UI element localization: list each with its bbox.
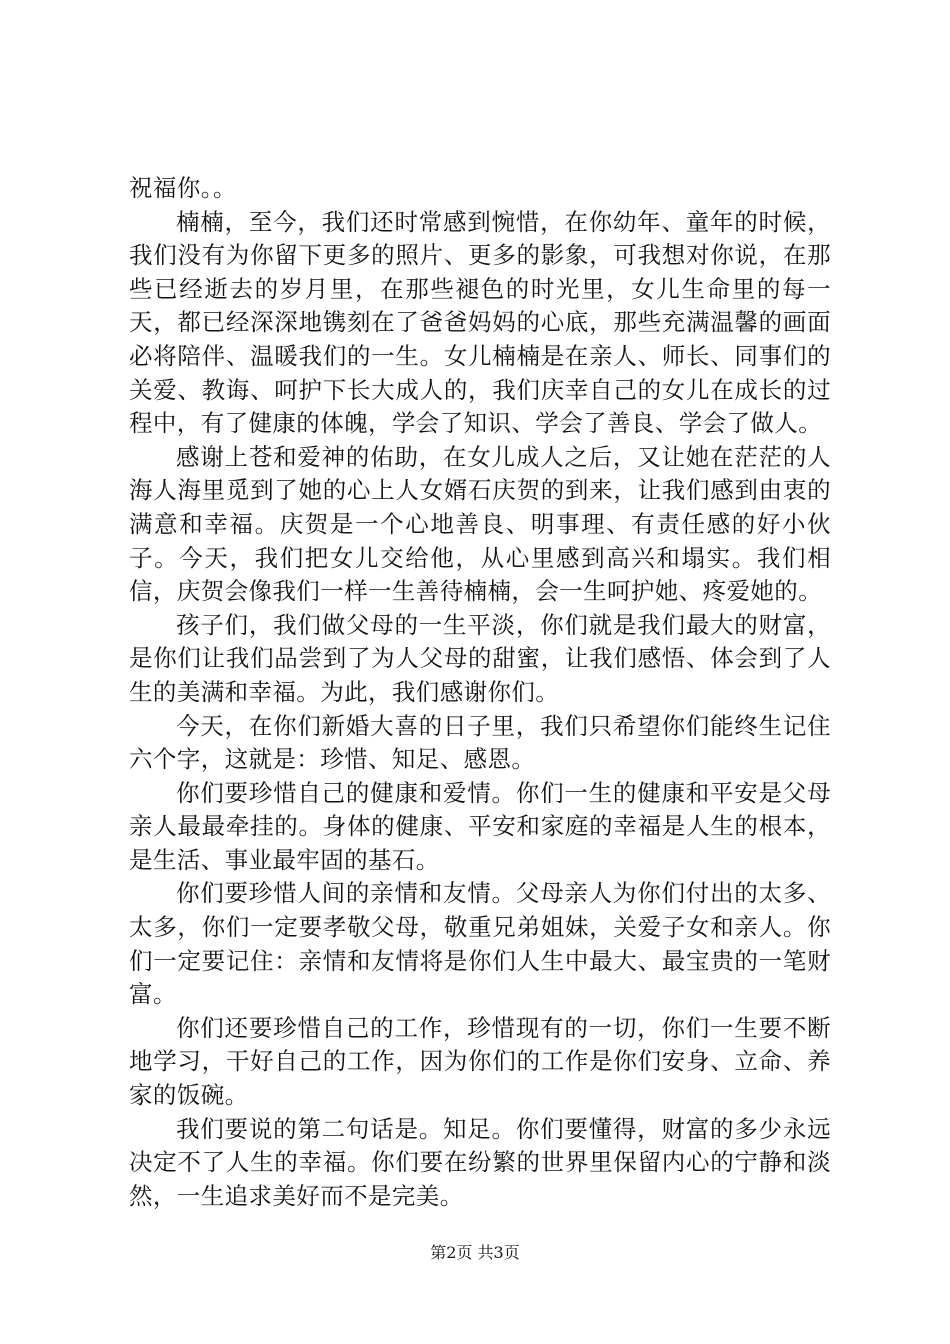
paragraph: 楠楠，至今，我们还时常感到惋惜，在你幼年、童年的时候，我们没有为你留下更多的照片、更多的影象，可我想对你说，在那些已经逝去的岁月里，在那些褪色的时光里，女儿生命里的每一天，都已经深深地镌刻在了爸爸妈妈的心底，那些充满温馨的画面必将陪伴、温暖我们的一生。女儿楠楠是在亲人、师长、同事们的关爱、教诲、呵护下长大成人的，我们庆幸自己的女儿在成长的过程中，有了健康的体魄，学会了知识、学会了善良、学会了做人。 xyxy=(129,207,831,438)
paragraph: 今天，在你们新婚大喜的日子里，我们只希望你们能终生记住六个字，这就是：珍惜、知足、感恩。 xyxy=(129,711,831,774)
paragraph: 你们还要珍惜自己的工作，珍惜现有的一切，你们一生要不断地学习，干好自己的工作，因为你们的工作是你们安身、立命、养家的饭碗。 xyxy=(129,1013,831,1110)
paragraph: 感谢上苍和爱神的佑助，在女儿成人之后，又让她在茫茫的人海人海里觅到了她的心上人女婿石庆贺的到来，让我们感到由衷的满意和幸福。庆贺是一个心地善良、明事理、有责任感的好小伙子。今天，我们把女儿交给他，从心里感到高兴和塌实。我们相信，庆贺会像我们一样一生善待楠楠，会一生呵护她、疼爱她的。 xyxy=(129,442,831,606)
page-number-footer: 第2页 共3页 xyxy=(430,1243,520,1262)
paragraph: 孩子们，我们做父母的一生平淡，你们就是我们最大的财富，是你们让我们品尝到了为人父母的甜蜜，让我们感悟、体会到了人生的美满和幸福。为此，我们感谢你们。 xyxy=(129,610,831,706)
paragraph: 你们要珍惜人间的亲情和友情。父母亲人为你们付出的太多、太多，你们一定要孝敬父母，敬重兄弟姐妹，关爱子女和亲人。你们一定要记住：亲情和友情将是你们人生中最大、最宝贵的一笔财富。 xyxy=(129,879,831,1009)
paragraph: 我们要说的第二句话是。知足。你们要懂得，财富的多少永远决定不了人生的幸福。你们要在纷繁的世界里保留内心的宁静和淡然，一生追求美好而不是完美。 xyxy=(129,1114,831,1210)
body-text xyxy=(129,172,831,1213)
paragraph: 你们要珍惜自己的健康和爱情。你们一生的健康和平安是父母亲人最最牵挂的。身体的健康、平安和家庭的幸福是人生的根本，是生活、事业最牢固的基石。 xyxy=(129,778,831,874)
paragraph-continuation: 祝福你。。 xyxy=(129,174,237,202)
